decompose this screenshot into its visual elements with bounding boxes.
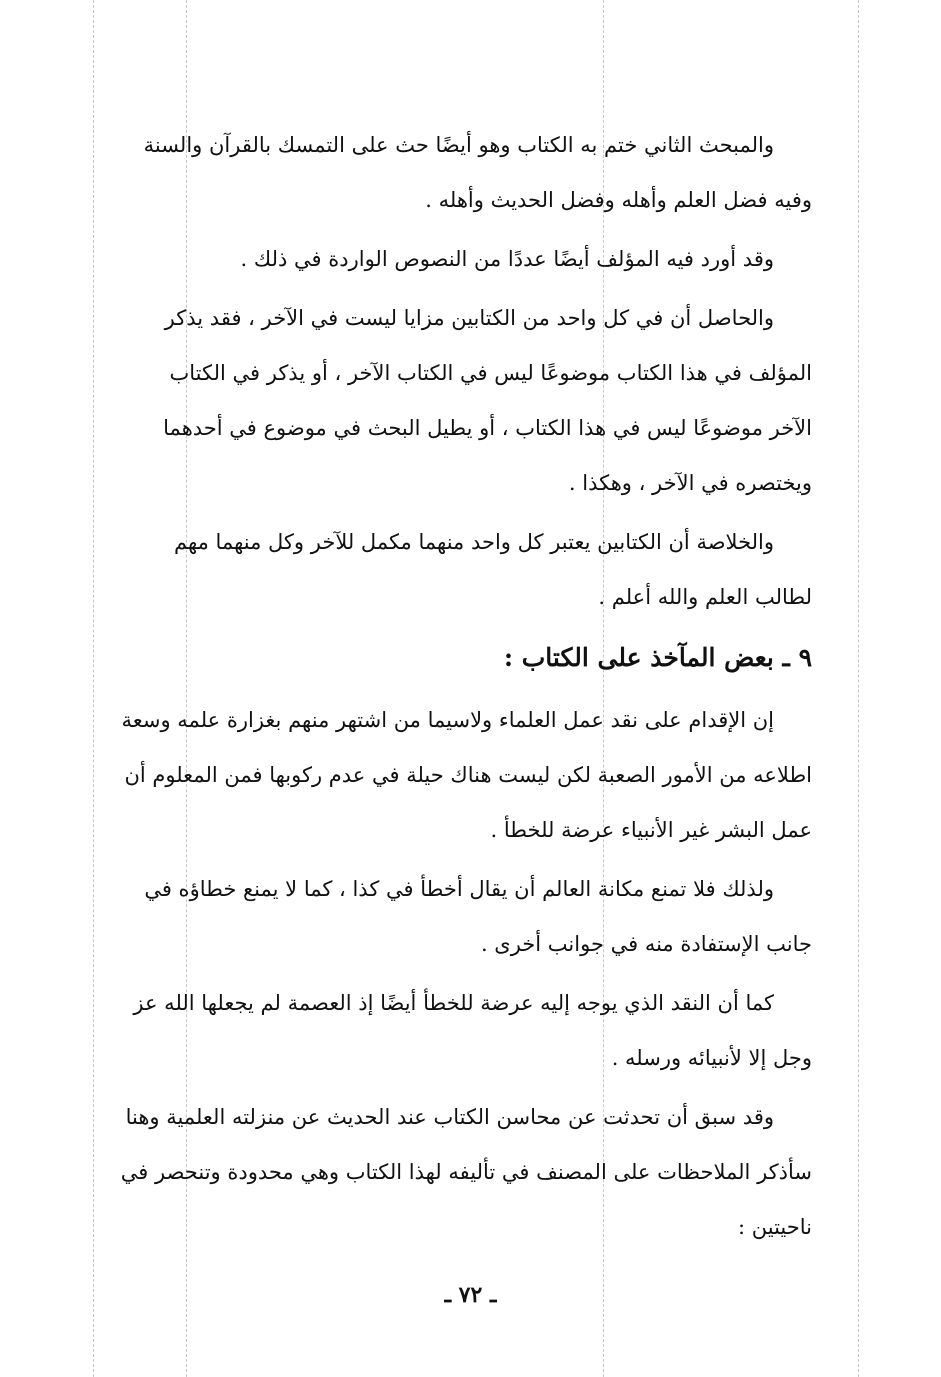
- paragraph: [100, 693, 812, 858]
- paragraph: [100, 1090, 812, 1255]
- text-line: وقد سبق أن تحدثت عن محاسن الكتاب عند الحديث عن منزلته العلمية وهنا: [125, 1105, 774, 1129]
- text-line: إن الإقدام على نقد عمل العلماء ولاسيما من اشتهر منهم بغزارة علمه وسعة: [121, 708, 774, 732]
- text-line: عمل البشر غير الأنبياء عرضة للخطأ .: [490, 818, 812, 842]
- scan-guide-line: [93, 0, 94, 1377]
- paragraph: [100, 291, 812, 511]
- text-line: وفيه فضل العلم وأهله وفضل الحديث وأهله .: [425, 188, 812, 212]
- text-line: لطالب العلم والله أعلم .: [598, 585, 812, 609]
- paragraph: [100, 232, 812, 287]
- text-line: جانب الإستفادة منه في جوانب أخرى .: [480, 932, 812, 956]
- text-line: ناحيتين :: [738, 1215, 812, 1239]
- text-line: ويختصره في الآخر ، وهكذا .: [568, 471, 812, 495]
- text-line: والحاصل أن في كل واحد من الكتابين مزايا ليست في الآخر ، فقد يذكر: [164, 306, 774, 330]
- text-line: اطلاعه من الأمور الصعبة لكن ليست هناك حيلة في عدم ركوبها فمن المعلوم أن: [124, 763, 812, 787]
- paragraph: [100, 862, 812, 972]
- section-heading: ٩ ـ بعض المآخذ على الكتاب :: [503, 643, 812, 672]
- text-line: سأذكر الملاحظات على المصنف في تأليفه لهذا الكتاب وهي محدودة وتنحصر في: [120, 1160, 812, 1184]
- paragraph: [100, 118, 812, 228]
- text-line: وجل إلا لأنبيائه ورسله .: [611, 1046, 812, 1070]
- text-line: كما أن النقد الذي يوجه إليه عرضة للخطأ أيضًا إذ العصمة لم يجعلها الله عز: [133, 991, 774, 1015]
- text-line: وقد أورد فيه المؤلف أيضًا عددًا من النصوص الواردة في ذلك .: [240, 247, 774, 271]
- text-line: والمبحث الثاني ختم به الكتاب وهو أيضًا حث على التمسك بالقرآن والسنة: [143, 133, 774, 157]
- text-line: والخلاصة أن الكتابين يعتبر كل واحد منهما مكمل للآخر وكل منهما مهم: [173, 530, 774, 554]
- paragraph: [100, 515, 812, 625]
- text-line: الآخر موضوعًا ليس في هذا الكتاب ، أو يطيل البحث في موضوع في أحدهما: [163, 416, 812, 440]
- text-line: ولذلك فلا تمنع مكانة العالم أن يقال أخطأ في كذا ، كما لا يمنع خطاؤه في: [144, 877, 774, 901]
- page-body: [100, 118, 812, 1259]
- text-line: المؤلف في هذا الكتاب موضوعًا ليس في الكتاب الآخر ، أو يذكر في الكتاب: [169, 361, 812, 385]
- page-number: ـ ٧٢ ـ: [444, 1282, 497, 1308]
- scan-guide-line: [858, 0, 859, 1377]
- paragraph: [100, 976, 812, 1086]
